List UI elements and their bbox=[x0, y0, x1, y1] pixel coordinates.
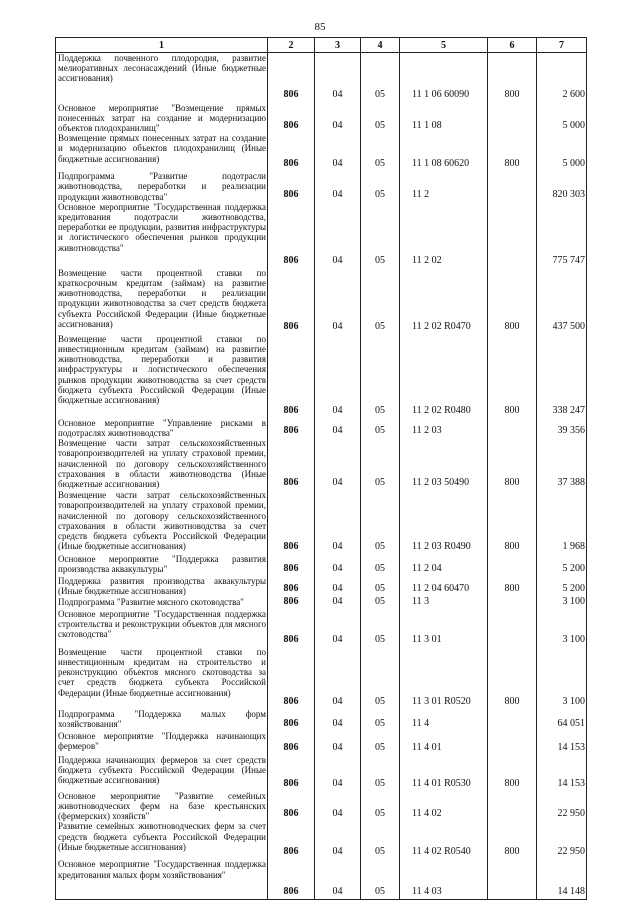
ministry-code: 806 bbox=[268, 438, 315, 490]
row-name: Возмещение части процентной ставки по краткосрочным кредитам (займам) на развитие животноводства, переработки и реализации продукции животноводства за счет средств бюджета субъекта Российской Федерации (Иные бюджетные ассигнования) bbox=[56, 268, 268, 334]
ministry-code: 806 bbox=[268, 103, 315, 134]
expense-type-code: 800 bbox=[488, 334, 537, 418]
amount: 437 500 bbox=[537, 268, 587, 334]
row-name: Основное мероприятие "Управление рисками в подотраслях животноводства" bbox=[56, 418, 268, 438]
expense-type-code bbox=[488, 597, 537, 609]
subsection-code: 05 bbox=[361, 103, 400, 134]
expense-type-code bbox=[488, 709, 537, 731]
ministry-code: 806 bbox=[268, 731, 315, 755]
row-name: Основное мероприятие "Развитие семейных животноводческих ферм на базе крестьянских (фермерских) хозяйств" bbox=[56, 791, 268, 822]
table-row bbox=[56, 53, 587, 103]
subsection-code: 05 bbox=[361, 791, 400, 822]
table-row bbox=[56, 171, 587, 202]
subsection-code: 05 bbox=[361, 647, 400, 709]
amount: 820 303 bbox=[537, 171, 587, 202]
amount: 5 000 bbox=[537, 103, 587, 134]
expense-type-code bbox=[488, 202, 537, 268]
row-name: Основное мероприятие "Поддержка начинающих фермеров" bbox=[56, 731, 268, 755]
row-name: Подпрограмма "Развитие подотрасли животноводства, переработки и реализации продукции животноводства" bbox=[56, 171, 268, 202]
ministry-code: 806 bbox=[268, 202, 315, 268]
row-name: Основное мероприятие "Государственная поддержка кредитования малых форм хозяйствования" bbox=[56, 859, 268, 899]
section-code: 04 bbox=[315, 133, 361, 171]
ministry-code: 806 bbox=[268, 171, 315, 202]
row-name: Подпрограмма "Развитие мясного скотоводства" bbox=[56, 597, 268, 609]
amount: 14 153 bbox=[537, 731, 587, 755]
section-code: 04 bbox=[315, 821, 361, 859]
expense-type-code bbox=[488, 731, 537, 755]
amount: 3 100 bbox=[537, 597, 587, 609]
row-name: Основное мероприятие "Государственная поддержка строительства и реконструкции объектов для мясного скотоводства" bbox=[56, 609, 268, 647]
section-code: 04 bbox=[315, 597, 361, 609]
subsection-code: 05 bbox=[361, 53, 400, 103]
amount: 37 388 bbox=[537, 438, 587, 490]
target-article-code: 11 3 01 bbox=[400, 609, 488, 647]
section-code: 04 bbox=[315, 554, 361, 576]
subsection-code: 05 bbox=[361, 490, 400, 554]
subsection-code: 05 bbox=[361, 554, 400, 576]
ministry-code: 806 bbox=[268, 554, 315, 576]
expense-type-code: 800 bbox=[488, 53, 537, 103]
amount: 5 000 bbox=[537, 133, 587, 171]
target-article-code: 11 2 03 R0490 bbox=[400, 490, 488, 554]
ministry-code: 806 bbox=[268, 133, 315, 171]
subsection-code: 05 bbox=[361, 597, 400, 609]
expense-type-code: 800 bbox=[488, 490, 537, 554]
ministry-code: 806 bbox=[268, 647, 315, 709]
column-header: 1 bbox=[56, 38, 268, 53]
row-name: Поддержка развития производства аквакультуры (Иные бюджетные ассигнования) bbox=[56, 576, 268, 596]
amount: 2 600 bbox=[537, 53, 587, 103]
section-code: 04 bbox=[315, 791, 361, 822]
subsection-code: 05 bbox=[361, 709, 400, 731]
target-article-code: 11 2 03 50490 bbox=[400, 438, 488, 490]
table-row bbox=[56, 202, 587, 268]
ministry-code: 806 bbox=[268, 609, 315, 647]
column-header: 3 bbox=[315, 38, 361, 53]
target-article-code: 11 4 02 R0540 bbox=[400, 821, 488, 859]
row-name: Подпрограмма "Поддержка малых форм хозяйствования" bbox=[56, 709, 268, 731]
target-article-code: 11 2 04 60470 bbox=[400, 576, 488, 596]
ministry-code: 806 bbox=[268, 709, 315, 731]
subsection-code: 05 bbox=[361, 859, 400, 899]
ministry-code: 806 bbox=[268, 597, 315, 609]
row-name: Развитие семейных животноводческих ферм за счет средств бюджета субъекта Российской Федерации (Иные бюджетные ассигнования) bbox=[56, 821, 268, 859]
subsection-code: 05 bbox=[361, 133, 400, 171]
subsection-code: 05 bbox=[361, 755, 400, 791]
target-article-code: 11 1 08 bbox=[400, 103, 488, 134]
amount: 64 051 bbox=[537, 709, 587, 731]
subsection-code: 05 bbox=[361, 821, 400, 859]
expense-type-code bbox=[488, 171, 537, 202]
target-article-code: 11 3 bbox=[400, 597, 488, 609]
table-row bbox=[56, 647, 587, 709]
section-code: 04 bbox=[315, 202, 361, 268]
subsection-code: 05 bbox=[361, 576, 400, 596]
section-code: 04 bbox=[315, 490, 361, 554]
target-article-code: 11 3 01 R0520 bbox=[400, 647, 488, 709]
amount: 22 950 bbox=[537, 791, 587, 822]
target-article-code: 11 2 02 bbox=[400, 202, 488, 268]
column-header: 2 bbox=[268, 38, 315, 53]
ministry-code: 806 bbox=[268, 334, 315, 418]
ministry-code: 806 bbox=[268, 576, 315, 596]
ministry-code: 806 bbox=[268, 821, 315, 859]
section-code: 04 bbox=[315, 755, 361, 791]
amount: 775 747 bbox=[537, 202, 587, 268]
subsection-code: 05 bbox=[361, 418, 400, 438]
ministry-code: 806 bbox=[268, 755, 315, 791]
table-row bbox=[56, 554, 587, 576]
column-header-row bbox=[56, 38, 587, 53]
section-code: 04 bbox=[315, 418, 361, 438]
section-code: 04 bbox=[315, 103, 361, 134]
row-name: Основное мероприятие "Государственная поддержка кредитования подотрасли животноводства, переработки ее продукции, развития инфраструктуры и логистического обеспечения рынков продукции животноводства" bbox=[56, 202, 268, 268]
table-row bbox=[56, 103, 587, 134]
ministry-code: 806 bbox=[268, 53, 315, 103]
row-name: Возмещение части затрат сельскохозяйственных товаропроизводителей на уплату страховой премии, начисленной по договору сельскохозяйственного страхования в области животноводства за счет средств бюджета субъекта Российской Федерации (Иные бюджетные ассигнования) bbox=[56, 490, 268, 554]
amount: 5 200 bbox=[537, 554, 587, 576]
table-row bbox=[56, 709, 587, 731]
table-row bbox=[56, 755, 587, 791]
table-row bbox=[56, 334, 587, 418]
column-header: 5 bbox=[400, 38, 488, 53]
row-name: Основное мероприятие "Поддержка развития производства аквакультуры" bbox=[56, 554, 268, 576]
table-row bbox=[56, 791, 587, 822]
amount: 39 356 bbox=[537, 418, 587, 438]
subsection-code: 05 bbox=[361, 438, 400, 490]
table-row bbox=[56, 438, 587, 490]
expense-type-code: 800 bbox=[488, 821, 537, 859]
amount: 3 100 bbox=[537, 647, 587, 709]
budget-table bbox=[55, 37, 587, 900]
section-code: 04 bbox=[315, 576, 361, 596]
row-name: Возмещение части процентной ставки по инвестиционным кредитам на строительство и реконструкцию объектов мясного скотоводства за счет средств бюджета субъекта Российской Федерации (Иные бюджетные ассигнования) bbox=[56, 647, 268, 709]
ministry-code: 806 bbox=[268, 859, 315, 899]
row-name: Возмещение части затрат сельскохозяйственных товаропроизводителей на уплату страховой премии, начисленной по договору сельскохозяйственного страхования в области животноводства (Иные бюджетные ассигнования) bbox=[56, 438, 268, 490]
section-code: 04 bbox=[315, 53, 361, 103]
row-name: Основное мероприятие "Возмещение прямых понесенных затрат на создание и модернизацию объектов плодохранилищ" bbox=[56, 103, 268, 134]
target-article-code: 11 2 02 R0470 bbox=[400, 268, 488, 334]
subsection-code: 05 bbox=[361, 171, 400, 202]
expense-type-code: 800 bbox=[488, 647, 537, 709]
expense-type-code bbox=[488, 609, 537, 647]
section-code: 04 bbox=[315, 859, 361, 899]
target-article-code: 11 4 01 R0530 bbox=[400, 755, 488, 791]
expense-type-code: 800 bbox=[488, 576, 537, 596]
section-code: 04 bbox=[315, 647, 361, 709]
table-row bbox=[56, 859, 587, 899]
section-code: 04 bbox=[315, 438, 361, 490]
section-code: 04 bbox=[315, 731, 361, 755]
expense-type-code bbox=[488, 791, 537, 822]
ministry-code: 806 bbox=[268, 490, 315, 554]
table-row bbox=[56, 133, 587, 171]
amount: 1 968 bbox=[537, 490, 587, 554]
table-row bbox=[56, 821, 587, 859]
amount: 14 153 bbox=[537, 755, 587, 791]
target-article-code: 11 2 03 bbox=[400, 418, 488, 438]
table-row bbox=[56, 731, 587, 755]
section-code: 04 bbox=[315, 334, 361, 418]
table-row bbox=[56, 418, 587, 438]
row-name: Поддержка начинающих фермеров за счет средств бюджета субъекта Российской Федерации (Иные бюджетные ассигнования) bbox=[56, 755, 268, 791]
expense-type-code: 800 bbox=[488, 133, 537, 171]
row-name: Возмещение прямых понесенных затрат на создание и модернизацию объектов плодохранилищ (Иные бюджетные ассигнования) bbox=[56, 133, 268, 171]
column-header: 4 bbox=[361, 38, 400, 53]
table-row bbox=[56, 576, 587, 596]
subsection-code: 05 bbox=[361, 334, 400, 418]
target-article-code: 11 4 01 bbox=[400, 731, 488, 755]
amount: 14 148 bbox=[537, 859, 587, 899]
subsection-code: 05 bbox=[361, 609, 400, 647]
table-row bbox=[56, 609, 587, 647]
column-header: 7 bbox=[537, 38, 587, 53]
subsection-code: 05 bbox=[361, 202, 400, 268]
expense-type-code bbox=[488, 554, 537, 576]
page-number: 85 bbox=[314, 21, 326, 33]
row-name: Поддержка почвенного плодородия, развитие мелиоративных лесонасаждений (Иные бюджетные ассигнования) bbox=[56, 53, 268, 103]
section-code: 04 bbox=[315, 268, 361, 334]
subsection-code: 05 bbox=[361, 268, 400, 334]
target-article-code: 11 4 02 bbox=[400, 791, 488, 822]
target-article-code: 11 4 bbox=[400, 709, 488, 731]
expense-type-code bbox=[488, 859, 537, 899]
column-header: 6 bbox=[488, 38, 537, 53]
expense-type-code: 800 bbox=[488, 438, 537, 490]
ministry-code: 806 bbox=[268, 418, 315, 438]
target-article-code: 11 4 03 bbox=[400, 859, 488, 899]
section-code: 04 bbox=[315, 171, 361, 202]
expense-type-code bbox=[488, 103, 537, 134]
amount: 5 200 bbox=[537, 576, 587, 596]
section-code: 04 bbox=[315, 709, 361, 731]
row-name: Возмещение части процентной ставки по инвестиционным кредитам (займам) на развитие животноводства, переработки и развития инфраструктуры и логистического обеспечения рынков продукции животноводства за счет средств бюджета субъекта Российской Федерации (Иные бюджетные ассигнования) bbox=[56, 334, 268, 418]
expense-type-code: 800 bbox=[488, 755, 537, 791]
target-article-code: 11 2 02 R0480 bbox=[400, 334, 488, 418]
table-row bbox=[56, 490, 587, 554]
amount: 3 100 bbox=[537, 609, 587, 647]
expense-type-code: 800 bbox=[488, 268, 537, 334]
target-article-code: 11 2 04 bbox=[400, 554, 488, 576]
amount: 338 247 bbox=[537, 334, 587, 418]
ministry-code: 806 bbox=[268, 791, 315, 822]
ministry-code: 806 bbox=[268, 268, 315, 334]
subsection-code: 05 bbox=[361, 731, 400, 755]
amount: 22 950 bbox=[537, 821, 587, 859]
target-article-code: 11 2 bbox=[400, 171, 488, 202]
table-row bbox=[56, 268, 587, 334]
target-article-code: 11 1 08 60620 bbox=[400, 133, 488, 171]
section-code: 04 bbox=[315, 609, 361, 647]
table-row bbox=[56, 597, 587, 609]
expense-type-code bbox=[488, 418, 537, 438]
target-article-code: 11 1 06 60090 bbox=[400, 53, 488, 103]
